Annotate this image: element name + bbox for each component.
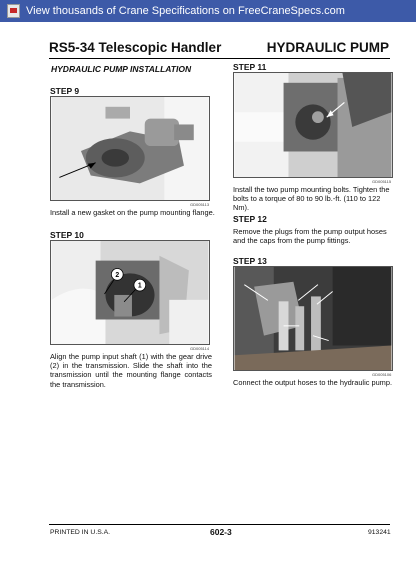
step-10-photo bbox=[50, 240, 210, 345]
output-hoses-image bbox=[234, 267, 392, 370]
step-9-photo-code: GD005113 bbox=[190, 202, 210, 207]
step-13-text: Connect the output hoses to the hydraulic pump. bbox=[233, 378, 392, 387]
installation-heading: HYDRAULIC PUMP INSTALLATION bbox=[51, 64, 192, 74]
step-13-label: STEP 13 bbox=[233, 256, 267, 266]
pump-bolts-image bbox=[234, 73, 392, 177]
step-10-photo-code: GD005114 bbox=[190, 346, 210, 351]
header-rule bbox=[49, 58, 390, 59]
banner-link-text[interactable]: View thousands of Crane Specifications on FreeCraneSpecs.com bbox=[26, 5, 345, 17]
step-13-photo-code: GD005106 bbox=[372, 372, 392, 377]
step-13-photo bbox=[233, 266, 393, 371]
step-10-text: Align the pump input shaft (1) with the gear drive (2) in the transmission. Slide the shaft into the transmission until the mounting flange contacts the transmission. bbox=[50, 352, 212, 389]
section-title: HYDRAULIC PUMP bbox=[266, 40, 389, 55]
pdf-icon bbox=[7, 4, 20, 18]
callout-2: 2 bbox=[115, 271, 120, 279]
step-12-label: STEP 12 bbox=[233, 214, 267, 224]
step-9-photo bbox=[50, 96, 210, 201]
pump-shaft-image bbox=[51, 241, 209, 344]
step-11-label: STEP 11 bbox=[233, 62, 267, 72]
step-10-label: STEP 10 bbox=[50, 230, 84, 240]
page-number: 602-3 bbox=[210, 527, 232, 537]
step-11-text: Install the two pump mounting bolts. Tighten the bolts to a torque of 80 to 90 lb.-ft. (110 to 122 Nm). bbox=[233, 185, 390, 213]
footer-rule bbox=[49, 524, 390, 525]
page-title: RS5-34 Telescopic Handler bbox=[49, 40, 222, 55]
step-9-text: Install a new gasket on the pump mounting flange. bbox=[50, 208, 215, 217]
top-banner[interactable] bbox=[0, 0, 416, 22]
pump-gasket-image bbox=[51, 97, 209, 200]
step-11-photo-code: GD005115 bbox=[372, 179, 392, 184]
footer-printed: PRINTED IN U.S.A. bbox=[50, 529, 111, 536]
step-11-photo bbox=[233, 72, 393, 178]
step-12-text: Remove the plugs from the pump output hoses and the caps from the pump fittings. bbox=[233, 227, 387, 246]
footer-doc-number: 913241 bbox=[368, 529, 391, 536]
callout-1: 1 bbox=[137, 282, 142, 290]
step-9-label: STEP 9 bbox=[50, 86, 80, 96]
